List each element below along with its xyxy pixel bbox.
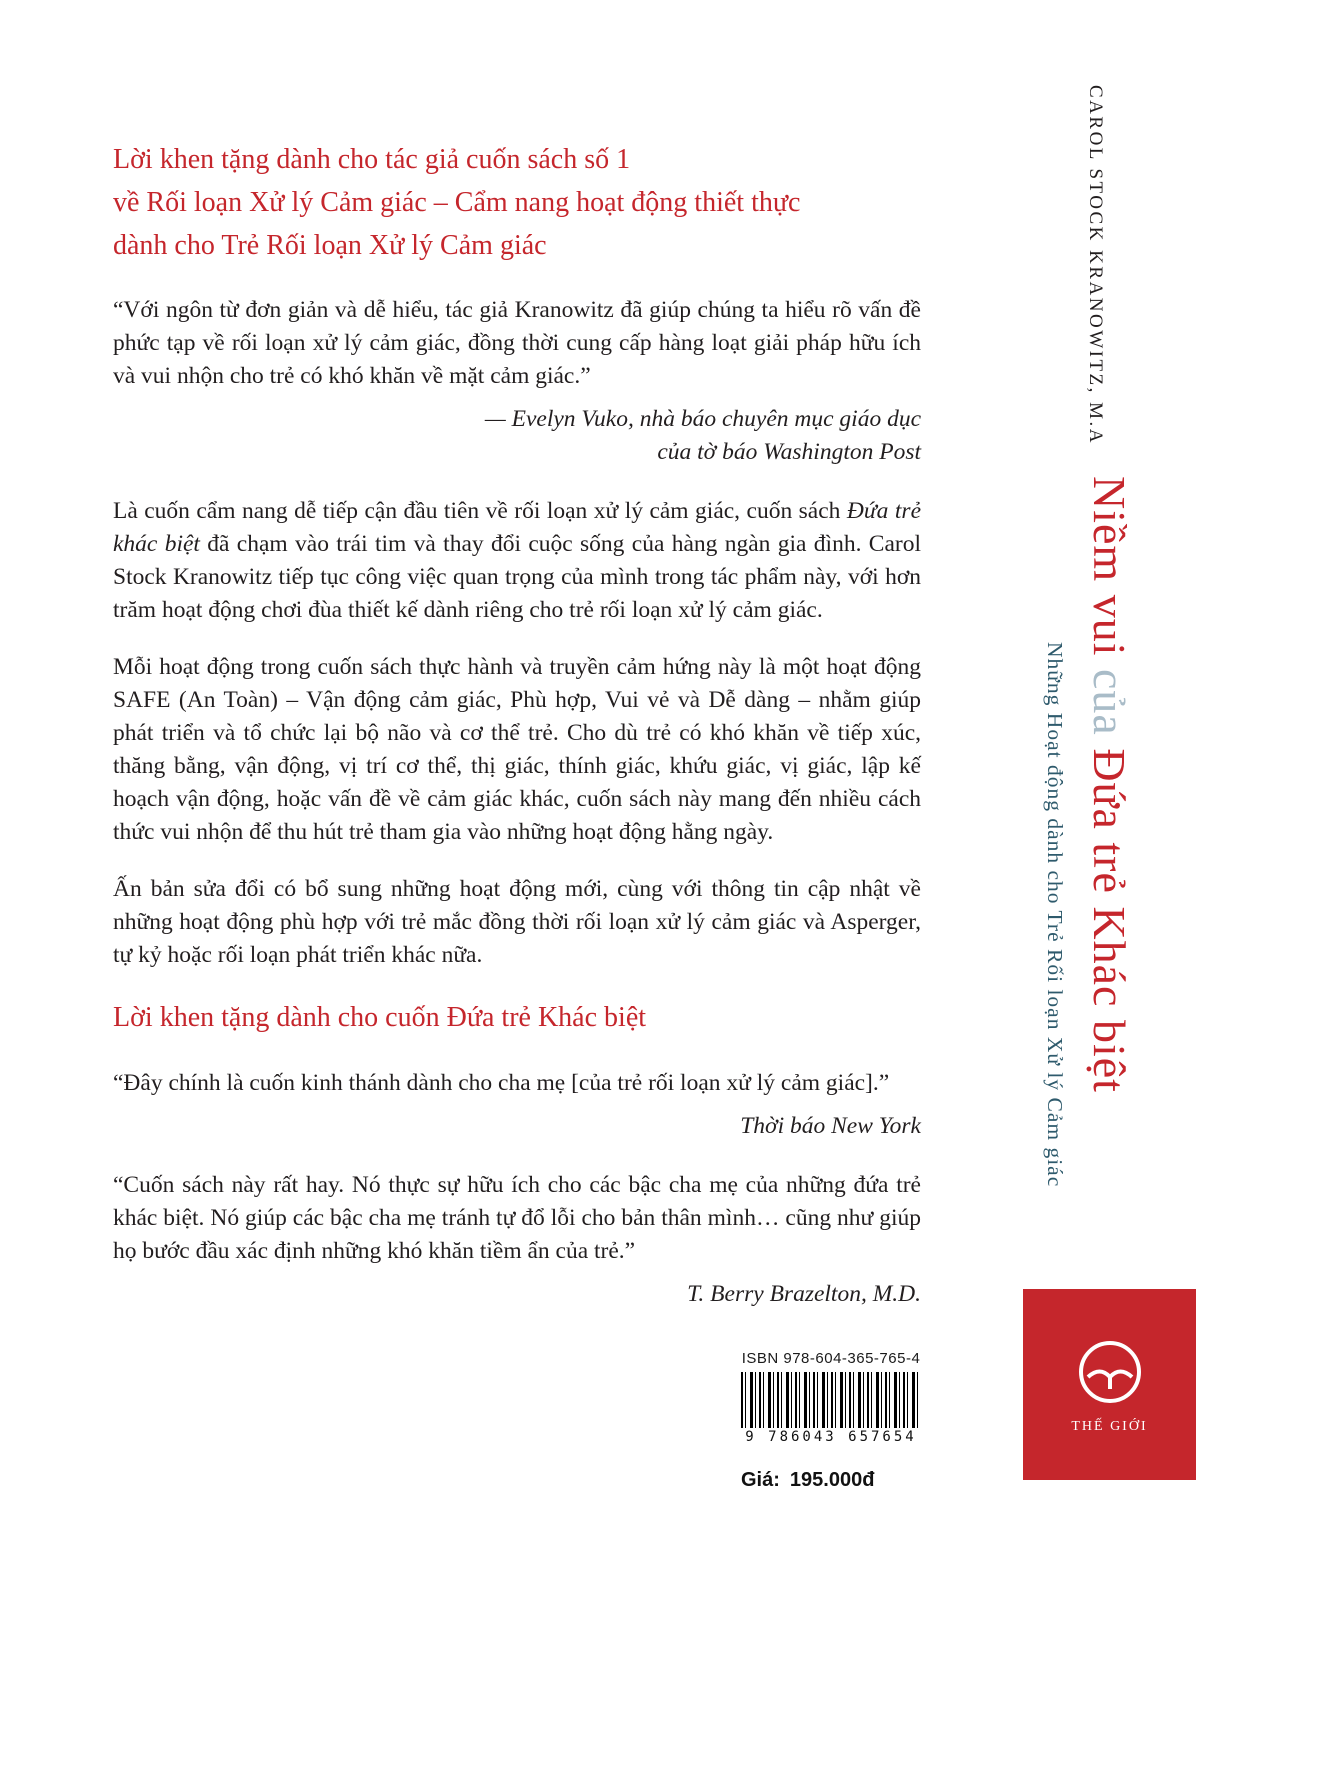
spine-title-part2: của bbox=[1084, 668, 1135, 736]
spine-title-part1: Niềm vui bbox=[1084, 476, 1135, 669]
book-title-inline: Đứa trẻ khác biệt bbox=[113, 498, 921, 557]
praise-heading-line-1: Lời khen tặng dành cho tác giả cuốn sách số 1 bbox=[113, 144, 631, 175]
attribution-new-york-times: Thời báo New York bbox=[740, 1113, 921, 1139]
barcode-digits: 9 786043 657654 bbox=[741, 1429, 921, 1445]
paragraph-revised-edition: Ấn bản sửa đổi có bổ sung những hoạt động mới, cùng với thông tin cập nhật về những hoạt động phù hợp với trẻ mắc đồng thời rối loạn xử lý cảm giác và Asperger, tự kỷ hoặc rối loạn phát triển khác nữa. bbox=[113, 876, 921, 968]
quote-evelyn-vuko: “Với ngôn từ đơn giản và dễ hiểu, tác giả Kranowitz đã giúp chúng ta hiểu rõ vấn đề phức tạp về rối loạn xử lý cảm giác, đồng thời cung cấp hàng loạt giải pháp hữu ích và vui nhộn cho trẻ có khó khăn về mặt cảm giác.” bbox=[113, 297, 921, 389]
paragraph-safe-activities: Mỗi hoạt động trong cuốn sách thực hành và truyền cảm hứng này là một hoạt động SAFE (An Toàn) – Vận động cảm giác, Phù hợp, Vui vẻ và Dễ dàng – nhằm giúp phát triển và tổ chức lại bộ não và cơ thể trẻ. Cho dù trẻ có khó khăn về tiếp xúc, thăng bằng, vận động, vị trí cơ thể, thị giác, thính giác, khứu giác, vị giác, lập kế hoạch vận động, hoặc vấn đề về cảm giác khác, cuốn sách này mang đến nhiều cách thức vui nhộn để thu hút trẻ tham gia vào những hoạt động hằng ngày. bbox=[113, 654, 921, 845]
paragraph-about-book-part2: đã chạm vào trái tim và thay đổi cuộc sống của hàng ngàn gia đình. Carol Stock Kranowitz tiếp tục công việc quan trọng của mình trong tác phẩm này, với hơn trăm hoạt động chơi đùa thiết kế dành riêng cho trẻ rối loạn xử lý cảm giác. bbox=[113, 531, 922, 623]
price-value: 195.000đ bbox=[789, 1469, 875, 1491]
attribution-line-2: của tờ báo Washington Post bbox=[657, 439, 921, 465]
attribution-line-1: — Evelyn Vuko, nhà báo chuyên mục giáo dục bbox=[484, 406, 921, 432]
publisher-logo-icon bbox=[1073, 1335, 1147, 1409]
attribution-evelyn-vuko bbox=[113, 403, 921, 469]
attribution-brazelton: T. Berry Brazelton, M.D. bbox=[687, 1281, 921, 1307]
quote-brazelton: “Cuốn sách này rất hay. Nó thực sự hữu ích cho các bậc cha mẹ của những đứa trẻ khác biệt. Nó giúp các bậc cha mẹ tránh tự đổ lỗi cho bản thân mình… cũng như giúp họ bước đầu xác định những khó khăn tiềm ẩn của trẻ.” bbox=[113, 1172, 921, 1264]
praise-heading-second: Lời khen tặng dành cho cuốn Đứa trẻ Khác biệt bbox=[113, 1002, 647, 1033]
spine-book-title bbox=[1083, 476, 1136, 1093]
praise-heading-line-3: dành cho Trẻ Rối loạn Xử lý Cảm giác bbox=[113, 230, 547, 261]
paragraph-about-book bbox=[113, 495, 921, 627]
price bbox=[741, 1469, 921, 1492]
spine-title-part3: Đứa trẻ Khác biệt bbox=[1084, 735, 1135, 1093]
publisher-colophon bbox=[1023, 1289, 1196, 1480]
paragraph-about-book-part1: Là cuốn cẩm nang dễ tiếp cận đầu tiên về rối loạn xử lý cảm giác, cuốn sách bbox=[113, 498, 847, 524]
spine-author-name: CAROL STOCK KRANOWITZ, M.A bbox=[1085, 85, 1106, 446]
quote-new-york-times: “Đây chính là cuốn kinh thánh dành cho cha mẹ [của trẻ rối loạn xử lý cảm giác].” bbox=[113, 1070, 890, 1096]
isbn-number: ISBN 978-604-365-765-4 bbox=[741, 1350, 921, 1367]
publisher-name: THẾ GIỚI bbox=[1071, 1418, 1148, 1434]
isbn-barcode-block bbox=[741, 1350, 921, 1492]
praise-heading-top bbox=[113, 138, 921, 267]
praise-heading-line-2: về Rối loạn Xử lý Cảm giác – Cẩm nang hoạt động thiết thực bbox=[113, 187, 801, 218]
barcode bbox=[741, 1372, 921, 1428]
price-label: Giá: bbox=[741, 1469, 780, 1491]
spine-book-subtitle: Những Hoạt động dành cho Trẻ Rối loạn Xử lý Cảm giác bbox=[1043, 642, 1067, 1188]
main-text-column bbox=[113, 138, 921, 1311]
